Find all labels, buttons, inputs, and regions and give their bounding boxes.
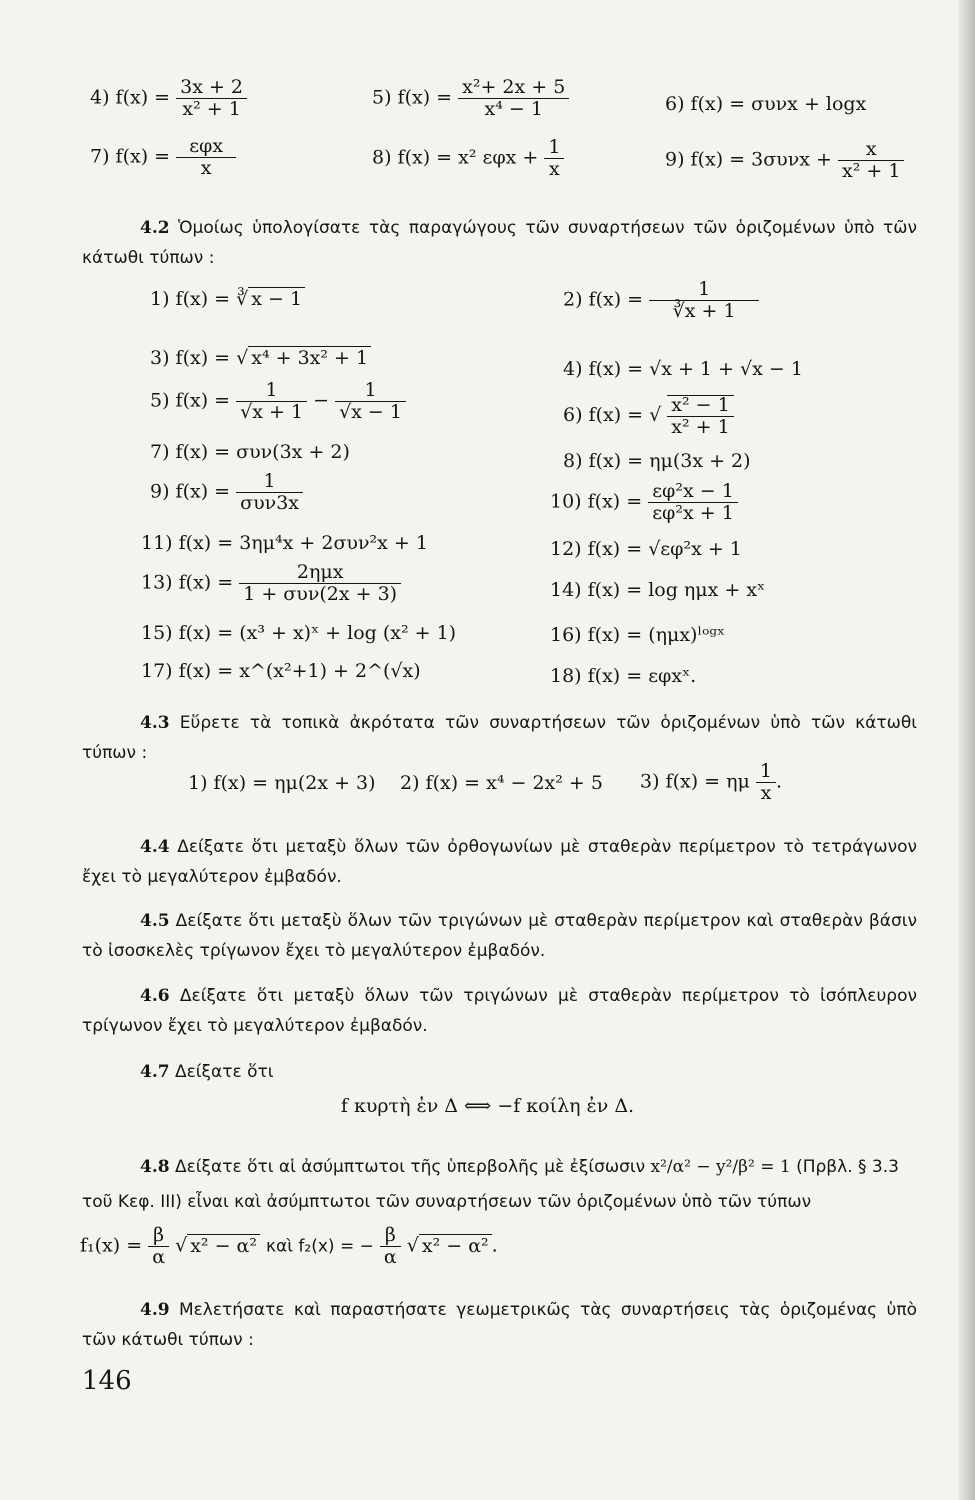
formula-9: 9) f(x) = 3συνx + $\frac{x}{\text{x² + 1}}$ — [665, 140, 904, 181]
exercise-4-2-6: 6) f(x) = √ $\frac{\text{x² − 1}}{\text{x² + 1}}$ — [563, 395, 734, 437]
exercise-4-2-16: 16) f(x) = (ημx)ˡᵒᵍˣ — [550, 624, 726, 646]
formula-5: 5) f(x) = $\frac{\text{x²+ 2x + 5}}{\text{x⁴ − 1}}$ — [372, 78, 569, 119]
exercise-4-2-12: 12) f(x) = √εφ²x + 1 — [550, 538, 742, 560]
exercise-4-2-8: 8) f(x) = ημ(3x + 2) — [563, 450, 751, 472]
exercise-4-2-10: 10) f(x) = $\frac{\text{εφ²x − 1}}{\text{εφ²x + 1}}$ — [550, 482, 738, 523]
exercise-4-2-11: 11) f(x) = 3ημ⁴x + 2συν²x + 1 — [141, 532, 428, 554]
exercise-4-2-5: 5) f(x) = $\frac{1}{√x + 1}$ − $\frac{1}{√x - 1}$ — [150, 381, 406, 422]
exercise-4-2-9: 9) f(x) = 1 συν3x — [150, 472, 303, 513]
page-edge-shadow — [959, 0, 975, 1500]
exercise-4-2-4: 4) f(x) = √x + 1 + √x − 1 — [563, 358, 803, 380]
exercise-4-2-17: 17) f(x) = x^(x²+1) + 2^(√x) — [141, 660, 421, 682]
exercise-4-2-13: 13) f(x) = 2ημx 1 + συν(2x + 3) — [141, 563, 401, 604]
exercise-4-3-2: 2) f(x) = x⁴ − 2x² + 5 — [400, 772, 603, 794]
exercise-4-2-14: 14) f(x) = log ημx + xˣ — [550, 579, 766, 601]
exercise-4-3-3: 3) f(x) = ημ $\frac{1}{x}$ . — [640, 760, 783, 804]
convexity-equivalence: f κυρτὴ ἐν Δ ⟺ −f κοίλη ἐν Δ. — [340, 1095, 635, 1117]
section-4-9: 4.9 Μελετήσατε καὶ παραστήσατε γεωμετρικῶς τὰς συναρτήσεις τὰς ὁριζομένας ὑπὸ τῶν κάτωθι τύπων : — [82, 1300, 917, 1350]
exercise-4-2-15: 15) f(x) = (x³ + x)ˣ + log (x² + 1) — [141, 622, 457, 644]
section-4-3: 4.3 Εὕρετε τὰ τοπικὰ ἀκρότατα τῶν συναρτήσεων τῶν ὁριζομένων ὑπὸ τῶν κάτωθι τύπων : — [82, 713, 917, 763]
formula-7: 7) f(x) = εφx x — [90, 137, 236, 178]
section-4-6: 4.6 Δείξατε ὅτι μεταξὺ ὅλων τῶν τριγώνων μὲ σταθερὰν περίμετρον τὸ ἰσόπλευρον τρίγωνον ἔχει τὸ μεγαλύτερον ἐμβαδόν. — [82, 986, 917, 1036]
exercise-4-3-1: 1) f(x) = ημ(2x + 3) — [188, 772, 376, 794]
section-4-8-cont: τοῦ Κεφ. ΙΙΙ) εἶναι καὶ ἀσύμπτωτοι τῶν συναρτήσεων τῶν ὁριζομένων ὑπὸ τῶν τύπων — [82, 1192, 812, 1212]
exercise-4-2-7: 7) f(x) = συν(3x + 2) — [150, 441, 350, 463]
formula-4: 4) f(x) = $\frac{3x + 2}{\text{x² + 1}}$ — [90, 78, 247, 119]
exercise-4-2-3: 3) f(x) = √ x⁴ + 3x² + 1 — [150, 349, 371, 368]
exercise-4-2-2: 2) f(x) = $\frac{1}{∛x + 1}$ — [563, 280, 759, 321]
formula-6: 6) f(x) = συνx + logx — [665, 93, 867, 115]
section-4-5: 4.5 Δείξατε ὅτι μεταξὺ ὅλων τῶν τριγώνων μὲ σταθερὰν περίμετρον καὶ σταθερὰν βάσιν τὸ ἰσοσκελὲς τρίγωνον ἔχει τὸ μεγαλύτερον ἐμβαδόν. — [82, 911, 917, 961]
section-4-7: 4.7 Δείξατε ὅτι — [140, 1062, 274, 1082]
page-number: 146 — [82, 1366, 132, 1396]
section-4-2: 4.2 Ὁμοίως ὑπολογίσατε τὰς παραγώγους τῶν συναρτήσεων τῶν ὁριζομένων ὑπὸ τῶν κάτωθι τύπων : — [82, 218, 917, 268]
formula-8: 8) f(x) = x² εφx + $\frac{1}{x}$ — [372, 138, 564, 179]
section-4-8: 4.8 Δείξατε ὅτι αἱ ἀσύμπτωτοι τῆς ὑπερβολῆς μὲ ἐξίσωσιν x²/α² − y²/β² = 1 (Πρβλ. § 3.3 — [140, 1157, 899, 1177]
exercise-4-2-18: 18) f(x) = εφxˣ. — [550, 665, 697, 687]
asymptote-functions: f₁(x) = $\frac{\beta}{\alpha}$ √ x² − α² καὶ f₂(x) = − $\frac{\beta}{\alpha}$ √ x² − α² . — [80, 1224, 498, 1268]
section-4-4: 4.4 Δείξατε ὅτι μεταξὺ ὅλων τῶν ὀρθογωνίων μὲ σταθερὰν περίμετρον τὸ τετράγωνον ἔχει τὸ μεγαλύτερον ἐμβαδόν. — [82, 837, 917, 887]
exercise-4-2-1: 1) f(x) = ∛ x − 1 — [150, 290, 305, 309]
